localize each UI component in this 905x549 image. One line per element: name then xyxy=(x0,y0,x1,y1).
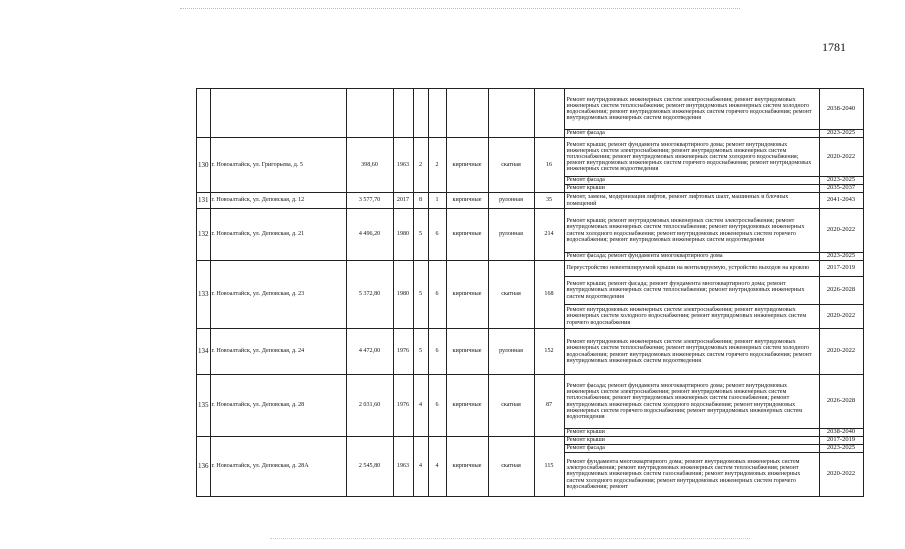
area-cell: 4 472,00 xyxy=(346,329,393,375)
work-description-cell: Ремонт фасада xyxy=(564,445,819,453)
work-description-cell: Ремонт крыши; ремонт фасада; ремонт фундамента многоквартирного дома; ремонт внутридомовых инженерных систем теплоснабжения; ремонт внутридомовых инженерных систем водоотведения xyxy=(564,277,819,305)
residents-cell: 35 xyxy=(534,193,564,209)
work-description-cell: Ремонт внутридомовых инженерных систем электроснабжения; ремонт внутридомовых инженерных систем холодного водоснабжения; ремонт внутридомовых инженерных систем горячего водоснабжения xyxy=(564,305,819,329)
entrances-cell: 6 xyxy=(428,261,446,329)
area-cell: 398,60 xyxy=(346,138,393,193)
work-period-cell: 2038-2040 xyxy=(819,89,863,130)
floors-cell: 2 xyxy=(413,138,428,193)
roof-cell: рулонная xyxy=(488,193,534,209)
year-cell: 1976 xyxy=(393,329,413,375)
work-description-cell: Ремонт крыши xyxy=(564,185,819,193)
year-cell: 1980 xyxy=(393,209,413,261)
roof-cell: скатная xyxy=(488,437,534,497)
entrances-cell: 6 xyxy=(428,329,446,375)
area-cell: 4 496,20 xyxy=(346,209,393,261)
work-period-cell: 2041-2043 xyxy=(819,193,863,209)
work-period-cell: 2020-2022 xyxy=(819,138,863,177)
work-description-cell: Ремонт крыши xyxy=(564,429,819,437)
residents-cell xyxy=(534,89,564,138)
roof-cell: скатная xyxy=(488,261,534,329)
walls-cell xyxy=(446,89,488,138)
scan-artifact-bottom xyxy=(270,538,750,540)
residents-cell: 214 xyxy=(534,209,564,261)
work-period-cell: 2023-2025 xyxy=(819,253,863,261)
scan-artifact-top xyxy=(180,8,740,10)
area-cell: 2 031,60 xyxy=(346,375,393,437)
walls-cell: кирпичные xyxy=(446,193,488,209)
table-row xyxy=(197,193,864,209)
capital-repair-table xyxy=(196,88,864,497)
address-cell: г. Новоалтайск, ул. Деповская, д. 24 xyxy=(210,329,346,375)
house-number-cell: 133 xyxy=(197,261,211,329)
page-number: 1781 xyxy=(822,40,846,54)
work-period-cell: 2038-2040 xyxy=(819,429,863,437)
address-cell: г. Новоалтайск, ул. Деповская, д. 23 xyxy=(210,261,346,329)
house-number-cell: 134 xyxy=(197,329,211,375)
residents-cell: 152 xyxy=(534,329,564,375)
work-period-cell: 2020-2022 xyxy=(819,329,863,375)
area-cell: 3 577,70 xyxy=(346,193,393,209)
year-cell: 1980 xyxy=(393,261,413,329)
entrances-cell: 6 xyxy=(428,209,446,261)
walls-cell: кирпичные xyxy=(446,261,488,329)
work-period-cell: 2017-2019 xyxy=(819,437,863,445)
walls-cell: кирпичные xyxy=(446,209,488,261)
work-description-cell: Ремонт крыши; ремонт фундамента многоквартирного дома; ремонт внутридомовых инженерных систем электроснабжения; ремонт внутридомовых инженерных систем теплоснабжения; ремонт внутридомовых инженерных систем холодного водоснабжения; ремонт внутридомовых инженерных систем горячего водоснабжения; ремонт внутридомовых инженерных систем водоотведения xyxy=(564,138,819,177)
work-period-cell: 2017-2019 xyxy=(819,261,863,277)
table-row xyxy=(197,261,864,277)
table-row xyxy=(197,437,864,445)
walls-cell: кирпичные xyxy=(446,437,488,497)
address-cell xyxy=(210,89,346,138)
table-row xyxy=(197,375,864,429)
entrances-cell: 1 xyxy=(428,193,446,209)
work-period-cell: 2026-2028 xyxy=(819,375,863,429)
house-number-cell xyxy=(197,89,211,138)
work-description-cell: Ремонт крыши xyxy=(564,437,819,445)
floors-cell: 8 xyxy=(413,193,428,209)
year-cell: 1963 xyxy=(393,138,413,193)
residents-cell: 115 xyxy=(534,437,564,497)
work-period-cell: 2023-2025 xyxy=(819,445,863,453)
work-period-cell: 2026-2028 xyxy=(819,277,863,305)
work-description-cell: Ремонт внутридомовых инженерных систем электроснабжения; ремонт внутридомовых инженерных систем теплоснабжения; ремонт внутридомовых инженерных систем холодного водоснабжения; ремонт внутридомовых инженерных систем горячего водоснабжения; ремонт внутридомовых инженерных систем водоотведения xyxy=(564,89,819,130)
floors-cell: 5 xyxy=(413,261,428,329)
floors-cell xyxy=(413,89,428,138)
table-row xyxy=(197,138,864,177)
work-description-cell: Ремонт крыши; ремонт внутридомовых инженерных систем электроснабжения; ремонт внутридомовых инженерных систем теплоснабжения; ремонт внутридомовых инженерных систем холодного водоснабжения; ремонт внутридомовых инженерных систем горячего водоснабжения; ремонт внутридомовых инженерных систем водоотведения xyxy=(564,209,819,253)
year-cell: 1963 xyxy=(393,437,413,497)
year-cell xyxy=(393,89,413,138)
roof-cell: скатная xyxy=(488,375,534,437)
walls-cell: кирпичные xyxy=(446,375,488,437)
work-description-cell: Ремонт внутридомовых инженерных систем электроснабжения; ремонт внутридомовых инженерных систем теплоснабжения; ремонт внутридомовых инженерных систем холодного водоснабжения; ремонт внутридомовых инженерных систем горячего водоснабжения; ремонт внутридомовых инженерных систем водоотведения xyxy=(564,329,819,375)
floors-cell: 4 xyxy=(413,437,428,497)
area-cell xyxy=(346,89,393,138)
area-cell: 5 372,80 xyxy=(346,261,393,329)
house-number-cell: 130 xyxy=(197,138,211,193)
work-period-cell: 2020-2022 xyxy=(819,305,863,329)
area-cell: 2 545,80 xyxy=(346,437,393,497)
work-period-cell: 2023-2025 xyxy=(819,130,863,138)
work-description-cell: Ремонт фундамента многоквартирного дома; ремонт внутридомовых инженерных систем электроснабжения; ремонт внутридомовых инженерных систем теплоснабжения; ремонт внутридомовых инженерных систем газоснабжения; ремонт внутридомовых инженерных систем холодного водоснабжения; ремонт внутридомовых инженерных систем горячего водоснабжения; ремонт xyxy=(564,453,819,497)
entrances-cell: 4 xyxy=(428,437,446,497)
roof-cell: скатная xyxy=(488,138,534,193)
roof-cell: рулонная xyxy=(488,329,534,375)
entrances-cell: 6 xyxy=(428,375,446,437)
entrances-cell xyxy=(428,89,446,138)
work-period-cell: 2020-2022 xyxy=(819,453,863,497)
work-description-cell: Ремонт фасада; ремонт фундамента многоквартирного дома; ремонт внутридомовых инженерных систем электроснабжения; ремонт внутридомовых инженерных систем теплоснабжения; ремонт внутридомовых инженерных систем газоснабжения; ремонт внутридомовых инженерных систем холодного водоснабжения; ремонт внутридомовых инженерных систем горячего водоснабжения; ремонт внутридомовых инженерных систем водоотведения xyxy=(564,375,819,429)
year-cell: 1976 xyxy=(393,375,413,437)
residents-cell: 87 xyxy=(534,375,564,437)
roof-cell xyxy=(488,89,534,138)
work-description-cell: Ремонт фасада xyxy=(564,130,819,138)
residents-cell: 16 xyxy=(534,138,564,193)
house-number-cell: 132 xyxy=(197,209,211,261)
house-number-cell: 136 xyxy=(197,437,211,497)
address-cell: г. Новоалтайск, ул. Григорьева, д. 5 xyxy=(210,138,346,193)
walls-cell: кирпичные xyxy=(446,329,488,375)
address-cell: г. Новоалтайск, ул. Деповская, д. 28А xyxy=(210,437,346,497)
table-row xyxy=(197,209,864,253)
work-period-cell: 2023-2025 xyxy=(819,177,863,185)
work-description-cell: Ремонт, замена, модернизация лифтов, ремонт лифтовых шахт, машинных и блочных помещений xyxy=(564,193,819,209)
residents-cell: 168 xyxy=(534,261,564,329)
house-number-cell: 135 xyxy=(197,375,211,437)
walls-cell: кирпичные xyxy=(446,138,488,193)
work-description-cell: Ремонт фасада xyxy=(564,177,819,185)
address-cell: г. Новоалтайск, ул. Деповская, д. 21 xyxy=(210,209,346,261)
work-description-cell: Переустройство невентилируемой крыши на вентилируемую, устройство выходов на кровлю xyxy=(564,261,819,277)
work-period-cell: 2035-2037 xyxy=(819,185,863,193)
table-row xyxy=(197,89,864,130)
roof-cell: рулонная xyxy=(488,209,534,261)
floors-cell: 5 xyxy=(413,329,428,375)
entrances-cell: 2 xyxy=(428,138,446,193)
table-row xyxy=(197,329,864,375)
address-cell: г. Новоалтайск, ул. Деповская, д. 12 xyxy=(210,193,346,209)
address-cell: г. Новоалтайск, ул. Деповская, д. 28 xyxy=(210,375,346,437)
floors-cell: 5 xyxy=(413,209,428,261)
work-period-cell: 2020-2022 xyxy=(819,209,863,253)
house-number-cell: 131 xyxy=(197,193,211,209)
work-description-cell: Ремонт фасада; ремонт фундамента многоквартирного дома xyxy=(564,253,819,261)
year-cell: 2017 xyxy=(393,193,413,209)
floors-cell: 4 xyxy=(413,375,428,437)
